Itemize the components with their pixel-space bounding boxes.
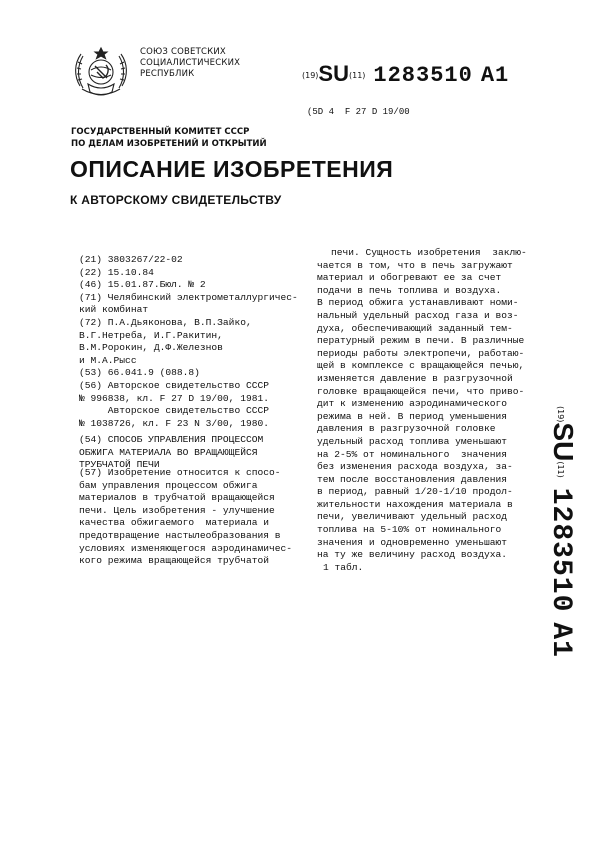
abstract-left-column	[79, 467, 292, 568]
abstract-line: пературный режим в печи. В различные	[317, 335, 525, 347]
abstract-line: режима в ней. В период уменьшения	[317, 410, 507, 422]
publication-number	[302, 61, 509, 88]
document-subtitle: К АВТОРСКОМУ СВИДЕТЕЛЬСТВУ	[70, 193, 282, 207]
abstract-line: печи. Цель изобретения - улучшение	[79, 504, 275, 516]
abstract-line: давления в разгрузочной головке	[317, 423, 496, 435]
abstract-line: В период обжига устанавливают номи-	[317, 297, 519, 309]
kind-code: A1	[480, 63, 510, 88]
abstract-line: бам управления процессом обжига	[79, 479, 258, 491]
ipc-classification	[307, 107, 410, 117]
committee-label	[71, 126, 267, 150]
abstract-line: без изменения расхода воздуха, за-	[317, 461, 513, 473]
abstract-line: качества обжигаемого материала и	[79, 517, 269, 529]
committee-line: ГОСУДАРСТВЕННЫЙ КОМИТЕТ СССР	[71, 127, 250, 137]
abstract-right-column	[317, 247, 527, 574]
ussr-line: СОЦИАЛИСТИЧЕСКИХ	[140, 58, 241, 68]
side-kind-code: A1	[545, 622, 576, 658]
committee-line: ПО ДЕЛАМ ИЗОБРЕТЕНИЙ И ОТКРЫТИЙ	[71, 139, 267, 149]
biblio-line: В.М.Ророкин, Д.Ф.Железнов	[79, 342, 223, 354]
side-code-11: (11)	[556, 461, 565, 478]
abstract-line: жительности нахождения материала в	[317, 498, 513, 510]
title-line: (54) СПОСОБ УПРАВЛЕНИЯ ПРОЦЕССОМ	[79, 434, 264, 445]
abstract-line: материал и обогревают ее за счет	[317, 272, 502, 284]
biblio-line: (46) 15.01.87.Бюл. № 2	[79, 279, 206, 291]
abstract-line: условиях изменяющегося аэродинамичес-	[79, 542, 293, 554]
abstract-line: подачи в печь топлива и воздуха.	[317, 284, 502, 296]
biblio-line: (22) 15.10.84	[79, 266, 154, 278]
bibliographic-data	[79, 254, 298, 430]
patent-number: 1283510	[373, 63, 473, 88]
ussr-label	[140, 47, 240, 80]
biblio-line: (71) Челябинский электрометаллургичес-	[79, 291, 298, 303]
abstract-line: 1 табл.	[323, 561, 364, 573]
abstract-line: топлива на 5-10% от номинального	[317, 524, 502, 536]
biblio-line: (56) Авторское свидетельство СССР	[79, 379, 269, 391]
abstract-line: печи, увеличивают удельный расход	[317, 511, 507, 523]
code-51: (5D 4	[307, 107, 335, 117]
biblio-line: Авторское свидетельство СССР	[79, 405, 269, 417]
abstract-line: дит к изменению аэродинамического	[317, 398, 507, 410]
abstract-line: изменяется давление в разгрузочной	[317, 372, 513, 384]
abstract-line: на 2-5% от номинального значения	[317, 448, 507, 460]
title-line: ТРУБЧАТОЙ ПЕЧИ	[79, 459, 160, 471]
biblio-line: (72) П.А.Дьяконова, В.П.Зайко,	[79, 316, 252, 328]
abstract-line: (57) Изобретение относится к спосо-	[79, 467, 281, 478]
abstract-line: щей в комплексе с вращающейся печью,	[317, 360, 525, 372]
side-code-19: (19)	[556, 406, 565, 423]
abstract-line: духа, обеспечивающий заданный тем-	[317, 322, 513, 334]
biblio-line: кий комбинат	[79, 304, 149, 316]
biblio-line: (53) 66.041.9 (088.8)	[79, 367, 200, 379]
abstract-line: кого режима вращающейся трубчатой	[79, 555, 269, 567]
abstract-line: тем после восстановления давления	[317, 473, 507, 485]
biblio-line: В.Г.Нетреба, И.Г.Ракитин,	[79, 329, 223, 341]
biblio-line: № 996838, кл. F 27 D 19/00, 1981.	[79, 392, 269, 404]
side-country-code: SU	[548, 422, 579, 462]
ussr-line: РЕСПУБЛИК	[140, 69, 195, 79]
abstract-line: печи. Сущность изобретения заклю-	[331, 247, 527, 258]
biblio-line: и М.А.Рысс	[79, 354, 137, 366]
code-19: (19)	[302, 71, 319, 80]
abstract-line: значения и одновременно уменьшают	[317, 536, 507, 548]
ussr-line: СОЮЗ СОВЕТСКИХ	[140, 47, 226, 57]
side-publication-number	[539, 406, 579, 696]
abstract-line: удельный расход топлива уменьшают	[317, 435, 507, 447]
document-title: ОПИСАНИЕ ИЗОБРЕТЕНИЯ	[70, 156, 394, 182]
biblio-line: (21) 3803267/22-02	[79, 254, 183, 265]
title-line: ОБЖИГА МАТЕРИАЛА ВО ВРАЩАЮЩЕЙСЯ	[79, 446, 258, 458]
abstract-line: на ту же величину расход воздуха.	[317, 549, 507, 561]
code-11: (11)	[348, 71, 366, 80]
abstract-line: нальный удельный расход газа и воз-	[317, 309, 519, 321]
biblio-line: № 1038726, кл. F 23 N 3/00, 1980.	[79, 417, 269, 429]
ussr-emblem-icon	[70, 42, 132, 100]
side-patent-number: 1283510	[545, 487, 576, 613]
abstract-line: предотвращение настылеобразования в	[79, 529, 281, 541]
abstract-line: в период, равный 1/20-1/10 продол-	[317, 486, 513, 498]
abstract-line: чается в том, что в печь загружают	[317, 259, 513, 271]
country-code: SU	[318, 61, 349, 86]
abstract-line: головке вращающейся печи, что приво-	[317, 385, 525, 397]
abstract-line: материалов в трубчатой вращающейся	[79, 492, 275, 504]
abstract-line: периоды работы электропечи, работаю-	[317, 347, 525, 359]
ipc-code: F 27 D 19/00	[344, 107, 410, 117]
